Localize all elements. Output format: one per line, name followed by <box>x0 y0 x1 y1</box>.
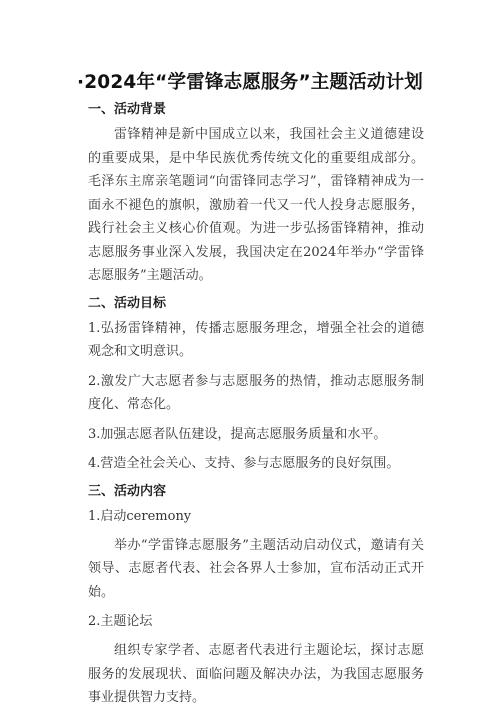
document-body <box>88 100 424 716</box>
section-heading-background: 一、活动背景 <box>88 102 167 117</box>
goal-item-4: 4.营造全社会关心、支持、参与志愿服务的良好氛围。 <box>88 456 400 471</box>
section-heading-goals: 二、活动目标 <box>88 295 167 311</box>
goal-item-1: 1.弘扬雷锋精神，传播志愿服务理念，增强全社会的道德观念和文明意识。 <box>88 320 424 359</box>
background-paragraph: 雷锋精神是新中国成立以来，我国社会主义道德建设的重要成果，是中华民族优秀传统文化的重要组成部分。毛泽东主席亲笔题词“向雷锋同志学习”，雷锋精神成为一面永不褪色的旗帜，激励着一代又一代人投身志愿服务，践行社会主义核心价值观。为进一步弘扬雷锋精神，推动志愿服务事业深入发展，我国决定在2024年举办“学雷锋志愿服务”主题活动。 <box>88 127 424 283</box>
section-heading-content: 三、活动内容 <box>88 483 167 499</box>
goal-item-3: 3.加强志愿者队伍建设，提高志愿服务质量和水平。 <box>88 426 387 442</box>
content-sub-text-2: 组织专家学者、志愿者代表进行主题论坛，探讨志愿服务的发展现状、面临问题及解决办法，为我国志愿服务事业提供智力支持。 <box>88 643 424 705</box>
content-sub-label-1: 1.启动ceremony <box>88 508 192 524</box>
content-sub-label-2: 2.主题论坛 <box>88 614 153 629</box>
goal-item-2: 2.激发广大志愿者参与志愿服务的热情，推动志愿服务制度化、常态化。 <box>88 373 424 412</box>
content-sub-text-1: 举办“学雷锋志愿服务”主题活动启动仪式，邀请有关领导、志愿者代表、社会各界人士参加，宣布活动正式开始。 <box>88 537 424 600</box>
page-title: ·2024年“学雷锋志愿服务”主题活动计划 <box>76 72 424 93</box>
